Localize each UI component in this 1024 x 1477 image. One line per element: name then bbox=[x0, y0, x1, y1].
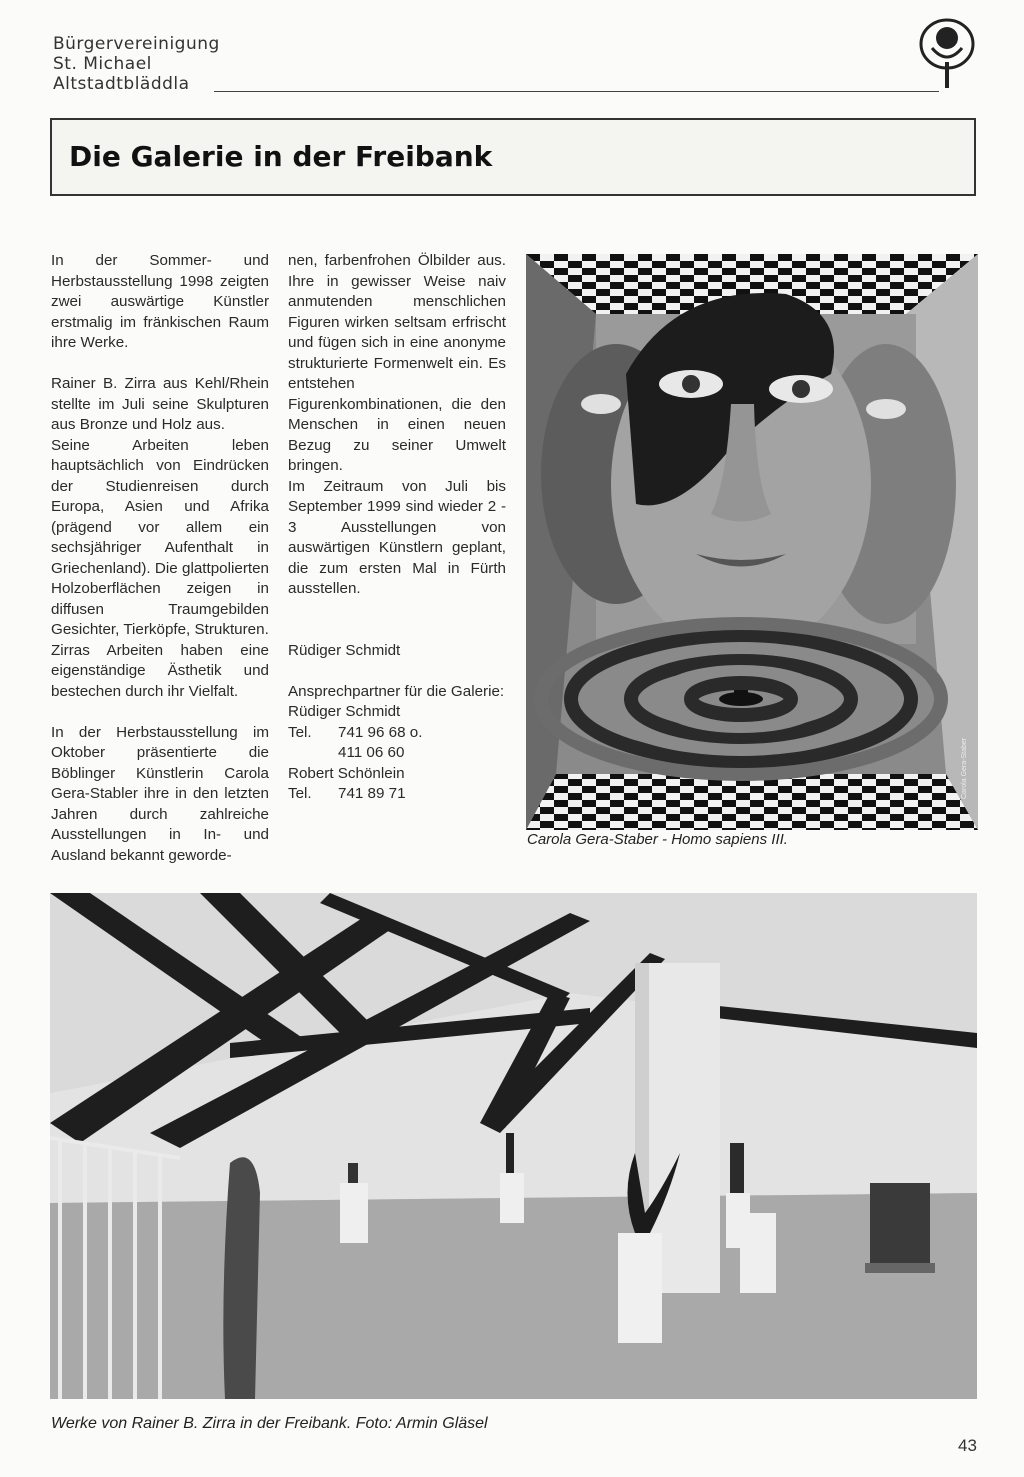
tel-label: Tel. bbox=[288, 723, 312, 741]
author-name: Rüdiger Schmidt bbox=[288, 641, 401, 659]
paragraph: In der Sommer- und Herbstausstellung 1998 zeigten zwei auswärtige Künstler erstmalig im fränkischen Raum ihre Werke. bbox=[51, 252, 269, 351]
page-number: 43 bbox=[958, 1436, 977, 1455]
painting-illustration bbox=[526, 254, 978, 830]
masthead-line-2: St. Michael bbox=[53, 54, 152, 74]
header-rule bbox=[214, 91, 939, 92]
phone-number: 411 06 60 bbox=[338, 744, 405, 761]
masthead bbox=[53, 34, 220, 94]
paragraph: Rainer B. Zirra aus Kehl/Rhein stellte im Juli seine Skulpturen aus Bronze und Holz aus. bbox=[51, 375, 269, 433]
photo-caption: Werke von Rainer B. Zirra in der Freibank. Foto: Armin Gläsel bbox=[51, 1415, 488, 1432]
phone-number: 741 89 71 bbox=[338, 785, 406, 802]
painting-caption: Carola Gera-Staber - Homo sapiens III. bbox=[527, 831, 788, 848]
page-title: Die Galerie in der Freibank bbox=[69, 140, 493, 173]
painting-signature: Carola Gera-Staber bbox=[961, 737, 968, 799]
contact-phone-row bbox=[288, 723, 506, 744]
article-column-2 bbox=[288, 251, 506, 805]
phone-number: 741 96 68 o. bbox=[338, 723, 423, 741]
masthead-line-1: Bürgervereinigung bbox=[53, 34, 220, 54]
tel-label: Tel. bbox=[288, 785, 312, 802]
contact-phone-row bbox=[288, 784, 506, 805]
paragraph: Seine Arbeiten leben hauptsächlich von Eindrücken der Studienreisen durch Europa, Asien und Afrika (prägend vor allem ein sechsjähriger Aufenthalt in Griechenland). Die glattpolierten Holzoberflächen zeigen in diffusen Traumgebilden Gesichter, Tierköpfe, Strukturen. bbox=[51, 436, 269, 638]
title-box bbox=[50, 118, 976, 196]
association-logo-icon bbox=[918, 18, 976, 90]
gallery-photo bbox=[50, 893, 977, 1399]
paragraph: Im Zeitraum von Juli bis September 1999 sind wieder 2 - 3 Ausstellungen von auswärtigen Künstlern geplant, die zum ersten Mal in Fürth ausstellen. bbox=[288, 477, 506, 597]
masthead-line-3: Altstadtbläddla bbox=[53, 74, 190, 94]
contact-name: Robert Schönlein bbox=[288, 764, 405, 782]
contact-name: Rüdiger Schmidt bbox=[288, 703, 401, 720]
paragraph: nen, farbenfrohen Ölbilder aus. Ihre in gewisser Weise naiv anmutenden menschlichen Figuren wirken seltsam erfrischt und fügen sich in eine anonyme strukturierte Formenwelt ein. Es entstehen Figurenkombinationen, die den Menschen in einen neuen Bezug zu seiner Umwelt bringen. bbox=[288, 252, 506, 474]
contact-phone-row bbox=[288, 743, 506, 764]
paragraph: Zirras Arbeiten haben eine eigenständige Ästhetik und bestechen durch ihr Vielfalt. bbox=[51, 641, 269, 700]
article-column-1 bbox=[51, 251, 269, 866]
contact-heading: Ansprechpartner für die Galerie: bbox=[288, 682, 505, 700]
paragraph: In der Herbstausstellung im Oktober präsentierte die Böblinger Künstlerin Carola Gera-Stabler ihre in den letzten Jahren durch zahlreiche Ausstellungen in In- und Ausland bekannt geworde- bbox=[51, 723, 269, 864]
